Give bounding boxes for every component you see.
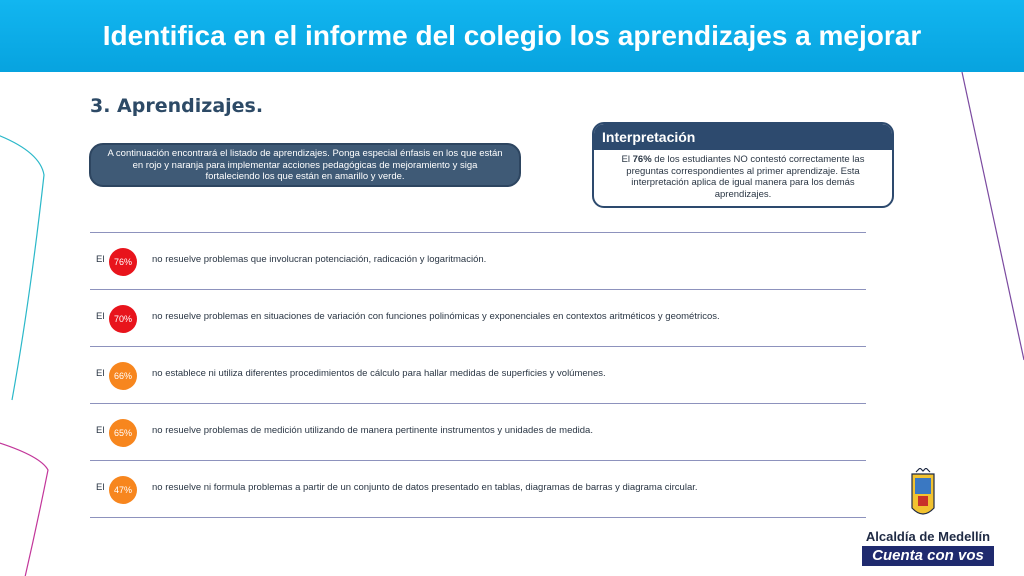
item-text: no resuelve ni formula problemas a partir de un conjunto de datos presentado en tablas, diagramas de barras y diagrama circular.	[152, 482, 698, 493]
percent-badge: 66%	[109, 362, 137, 390]
intro-box	[89, 143, 521, 187]
alcaldia-logo	[858, 466, 998, 572]
percent-badge: 65%	[109, 419, 137, 447]
page-title: Identifica en el informe del colegio los aprendizajes a mejorar	[102, 20, 922, 51]
percent-badge: 47%	[109, 476, 137, 504]
item-text: no establece ni utiliza diferentes procedimientos de cálculo para hallar medidas de superficies y volúmenes.	[152, 368, 606, 379]
item-prefix: El	[96, 368, 105, 379]
list-item	[90, 404, 866, 460]
learning-list	[90, 232, 866, 518]
header-banner	[0, 0, 1024, 72]
interpretation-box	[592, 122, 894, 208]
item-text: no resuelve problemas de medición utilizando de manera pertinente instrumentos y unidades de medida.	[152, 425, 593, 436]
item-prefix: El	[96, 425, 105, 436]
list-item	[90, 290, 866, 346]
section-title: 3. Aprendizajes.	[90, 95, 264, 117]
intro-text: A continuación encontrará el listado de aprendizajes. Ponga especial énfasis en los que están en rojo y naranja para implementar acciones pedagógicas de mejoramiento y siga fortaleciendo los que están en amarillo y verde.	[107, 148, 503, 182]
interpretation-highlight: 76%	[632, 154, 652, 165]
item-prefix: El	[96, 311, 105, 322]
item-text: no resuelve problemas en situaciones de variación con funciones polinómicas y exponenciales en contextos aritméticos y geométricos.	[152, 311, 720, 322]
item-prefix: El	[96, 254, 105, 265]
divider	[90, 517, 866, 518]
logo-slogan: Cuenta con vos	[862, 546, 994, 566]
interpretation-text: El 76% de los estudiantes NO contestó correctamente las preguntas correspondientes al primer aprendizaje. Esta interpretación aplica de igual manera para los demás aprendizajes.	[621, 154, 865, 200]
list-item	[90, 461, 866, 517]
item-text: no resuelve problemas que involucran potenciación, radicación y logaritmación.	[152, 254, 487, 265]
interpretation-title: Interpretación	[594, 124, 892, 150]
list-item	[90, 347, 866, 403]
logo-name: Alcaldía de Medellín	[865, 529, 991, 544]
percent-badge: 70%	[109, 305, 137, 333]
percent-badge: 76%	[109, 248, 137, 276]
coat-of-arms-icon	[906, 468, 940, 528]
list-item	[90, 233, 866, 289]
item-prefix: El	[96, 482, 105, 493]
